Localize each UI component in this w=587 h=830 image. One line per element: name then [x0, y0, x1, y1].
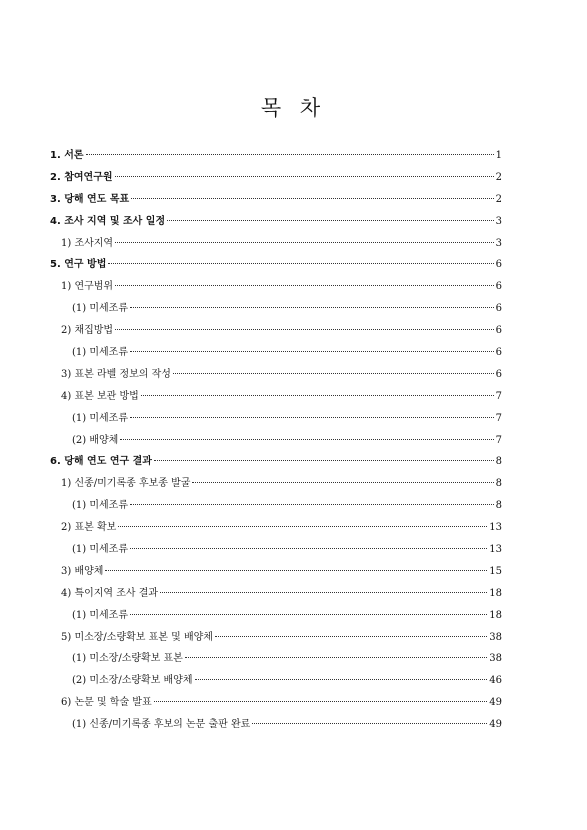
dot-leader	[86, 154, 494, 155]
toc-entry[interactable]	[50, 517, 502, 539]
toc-entry[interactable]	[50, 648, 502, 670]
toc-entry-page-number: 6	[495, 281, 502, 293]
toc-entry-label: (1) 미세조류	[72, 609, 128, 621]
toc-entry-page-number: 6	[495, 259, 502, 271]
dot-leader	[192, 482, 493, 483]
toc-entry[interactable]	[50, 473, 502, 495]
toc-entry-page-number: 7	[495, 390, 502, 402]
toc-entry-label: 1) 연구범위	[61, 281, 114, 293]
dot-leader	[115, 242, 494, 243]
toc-entry[interactable]	[50, 189, 502, 211]
dot-leader	[115, 285, 494, 286]
dot-leader	[130, 504, 494, 505]
toc-entry[interactable]	[50, 583, 502, 605]
toc-entry-page-number: 3	[495, 215, 502, 227]
dot-leader	[115, 329, 494, 330]
dot-leader	[115, 176, 494, 177]
toc-entry[interactable]	[50, 692, 502, 714]
dot-leader	[160, 592, 487, 593]
toc-entry-page-number: 6	[495, 325, 502, 337]
toc-entry-label: (1) 미세조류	[72, 500, 128, 512]
toc-entry-page-number: 8	[495, 500, 502, 512]
toc-entry-label: 3) 배양체	[61, 565, 104, 577]
dot-leader	[130, 307, 494, 308]
toc-entry[interactable]	[50, 167, 502, 189]
toc-entry[interactable]	[50, 386, 502, 408]
toc-entry[interactable]	[50, 451, 502, 473]
dot-leader	[118, 526, 487, 527]
toc-entry-page-number: 6	[495, 303, 502, 315]
dot-leader	[154, 701, 488, 702]
toc-entry-label: 2) 채집방법	[61, 325, 114, 337]
toc-entry[interactable]	[50, 254, 502, 276]
toc-entry[interactable]	[50, 539, 502, 561]
toc-entry-page-number: 7	[495, 434, 502, 446]
toc-entry-page-number: 46	[489, 675, 502, 687]
dot-leader	[130, 614, 487, 615]
toc-entry-page-number: 38	[489, 653, 502, 665]
toc-entry[interactable]	[50, 364, 502, 386]
toc-entry-label: 2) 표본 확보	[61, 522, 117, 534]
toc-entry-label: 1) 신종/미기록종 후보종 발굴	[61, 478, 191, 490]
toc-entry[interactable]	[50, 276, 502, 298]
toc-entry[interactable]	[50, 298, 502, 320]
toc-entry[interactable]	[50, 342, 502, 364]
dot-leader	[195, 679, 488, 680]
page-title: 목 차	[260, 96, 327, 120]
toc-entry[interactable]	[50, 670, 502, 692]
toc-entry-page-number: 49	[489, 697, 502, 709]
toc-entry-label: 6. 당해 연도 연구 결과	[50, 456, 152, 468]
toc-entry-page-number: 13	[489, 544, 502, 556]
toc-entry-label: 5. 연구 방법	[50, 259, 107, 271]
dot-leader	[130, 417, 494, 418]
table-of-contents	[50, 145, 502, 736]
toc-entry-label: (1) 신종/미기록종 후보의 논문 출판 완료	[72, 719, 251, 731]
toc-entry-page-number: 6	[495, 368, 502, 380]
toc-entry-page-number: 49	[489, 719, 502, 731]
toc-entry[interactable]	[50, 145, 502, 167]
toc-entry-label: 4) 표본 보관 방법	[61, 390, 139, 402]
toc-entry-page-number: 8	[495, 478, 502, 490]
toc-entry-label: 4) 특이지역 조사 결과	[61, 587, 159, 599]
toc-entry-page-number: 2	[495, 193, 502, 205]
toc-entry-page-number: 1	[495, 150, 502, 161]
toc-entry[interactable]	[50, 211, 502, 233]
dot-leader	[130, 351, 494, 352]
dot-leader	[131, 198, 493, 199]
toc-entry-page-number: 13	[489, 522, 502, 534]
toc-entry-page-number: 2	[495, 171, 502, 183]
dot-leader	[252, 723, 487, 724]
toc-entry-page-number: 15	[489, 565, 502, 577]
toc-entry-label: (1) 미세조류	[72, 303, 128, 315]
toc-entry[interactable]	[50, 561, 502, 583]
toc-entry[interactable]	[50, 430, 502, 452]
toc-entry-label: 3) 표본 라벨 정보의 작성	[61, 368, 171, 380]
toc-entry-label: 4. 조사 지역 및 조사 일정	[50, 215, 166, 227]
toc-entry-page-number: 18	[489, 609, 502, 621]
toc-entry[interactable]	[50, 408, 502, 430]
toc-entry[interactable]	[50, 495, 502, 517]
toc-entry-label: 1. 서론	[50, 150, 84, 161]
toc-entry-label: (1) 미세조류	[72, 544, 128, 556]
toc-entry-page-number: 8	[495, 456, 502, 468]
toc-entry-label: 6) 논문 및 학술 발표	[61, 697, 152, 709]
toc-entry[interactable]	[50, 714, 502, 736]
toc-entry-label: 3. 당해 연도 목표	[50, 193, 130, 205]
dot-leader	[105, 570, 487, 571]
toc-entry-label: (1) 미세조류	[72, 412, 128, 424]
dot-leader	[167, 220, 494, 221]
dot-leader	[215, 636, 487, 637]
toc-entry-label: (2) 미소장/소량확보 배양체	[72, 675, 193, 687]
dot-leader	[141, 395, 494, 396]
toc-entry[interactable]	[50, 320, 502, 342]
toc-entry-page-number: 38	[489, 631, 502, 643]
toc-entry-label: 2. 참여연구원	[50, 171, 113, 183]
toc-entry-label: (1) 미세조류	[72, 347, 128, 359]
toc-entry[interactable]	[50, 627, 502, 649]
dot-leader	[173, 373, 494, 374]
toc-entry-page-number: 7	[495, 412, 502, 424]
dot-leader	[130, 548, 487, 549]
toc-entry-page-number: 6	[495, 347, 502, 359]
toc-entry-label: 5) 미소장/소량확보 표본 및 배양체	[61, 631, 213, 643]
dot-leader	[185, 657, 487, 658]
dot-leader	[120, 439, 493, 440]
dot-leader	[154, 460, 494, 461]
toc-entry-page-number: 3	[495, 237, 502, 249]
toc-entry[interactable]	[50, 605, 502, 627]
toc-entry-label: 1) 조사지역	[61, 237, 114, 249]
toc-entry-page-number: 18	[489, 587, 502, 599]
toc-entry-label: (2) 배양체	[72, 434, 119, 446]
toc-entry[interactable]	[50, 233, 502, 255]
dot-leader	[108, 263, 493, 264]
toc-entry-label: (1) 미소장/소량확보 표본	[72, 653, 183, 665]
